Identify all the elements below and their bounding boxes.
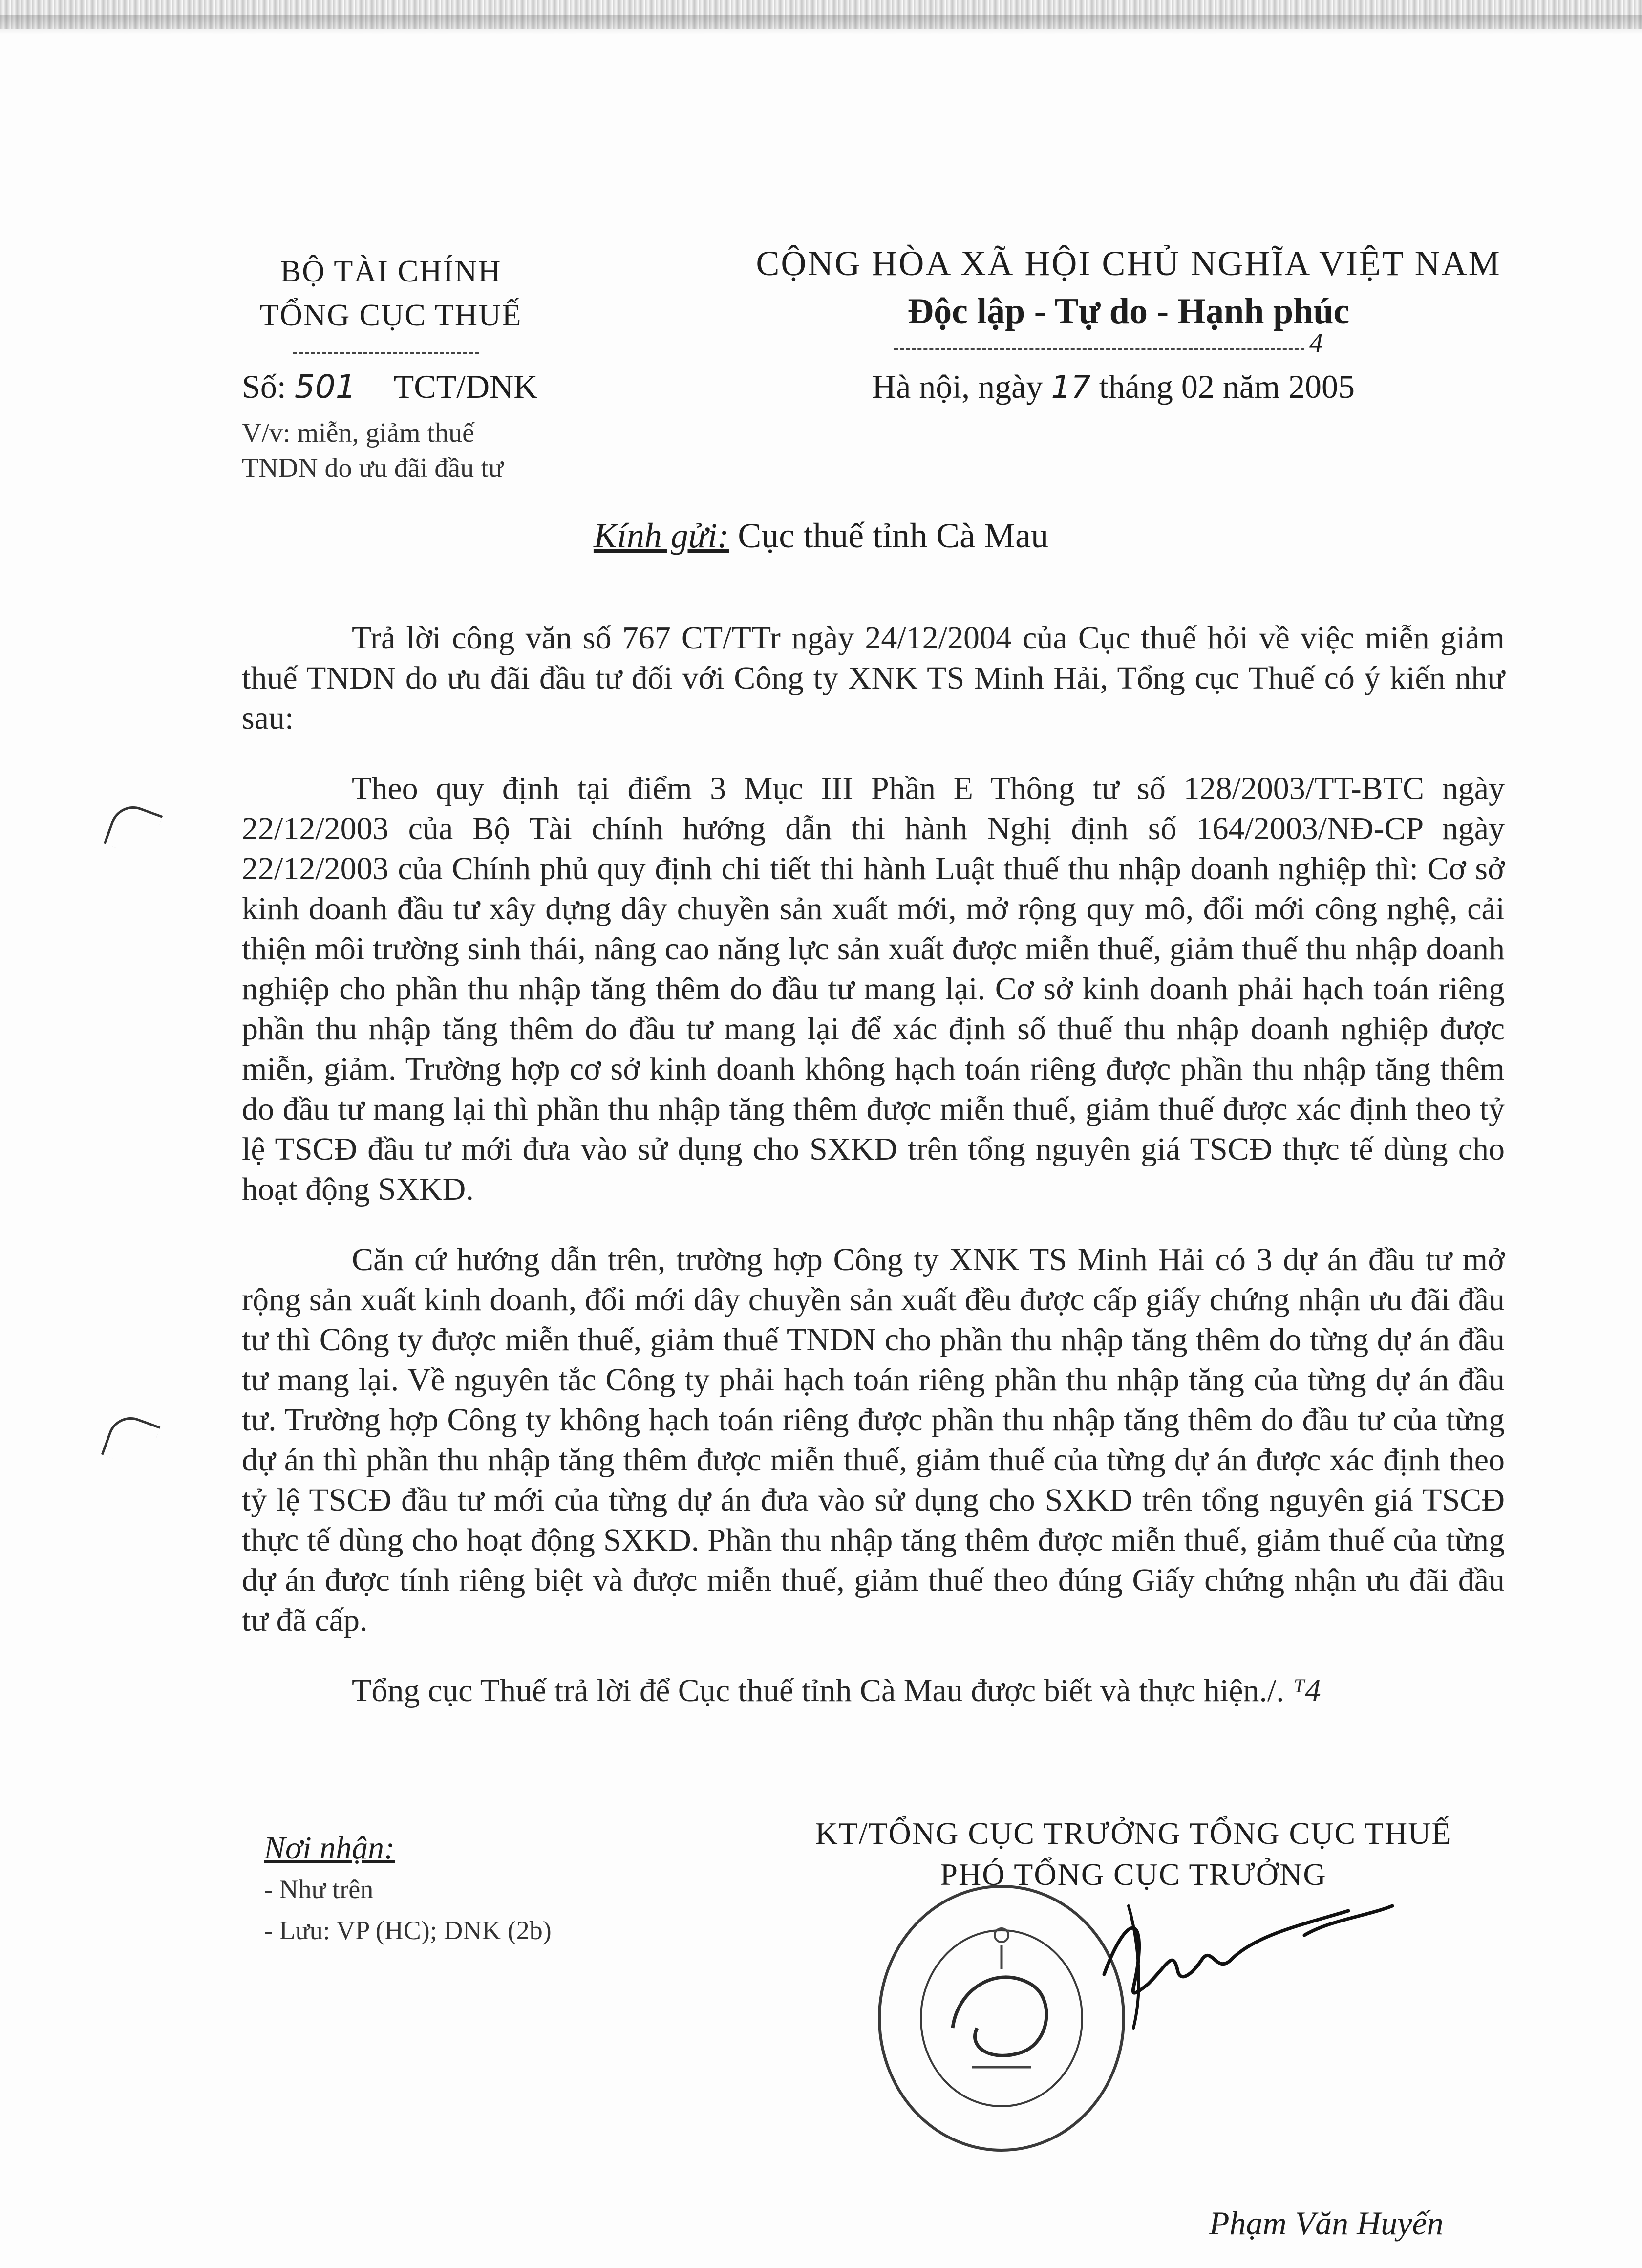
recipient-line — [0, 516, 1642, 556]
signer-name: Phạm Văn Huyến — [1209, 2204, 1444, 2242]
subject-line: V/v: miễn, giảm thuế — [242, 418, 474, 448]
signer-position: PHÓ TỔNG CỤC TRƯỞNG — [940, 1857, 1327, 1892]
recipients-item: - Lưu: VP (HC); DNK (2b) — [264, 1916, 552, 1945]
header-divider-right — [894, 348, 1304, 350]
recipient-name: Cục thuế tỉnh Cà Mau — [738, 516, 1049, 555]
official-seal-icon — [874, 1881, 1129, 2155]
body-paragraph: Trả lời công văn số 767 CT/TTr ngày 24/12/2004 của Cục thuế hỏi về việc miễn giảm thuế TNDN do ưu đãi đầu tư đối với Công ty XNK TS Minh Hải, Tổng cục Thuế có ý kiến như sau: — [242, 620, 1505, 736]
punch-hole-mark — [104, 800, 163, 860]
number-handwritten: 501 — [294, 368, 356, 406]
body-paragraph: Theo quy định tại điểm 3 Mục III Phần E Thông tư số 128/2003/TT-BTC ngày 22/12/2003 của Bộ Tài chính hướng dẫn thi hành Nghị định số 164/2003/NĐ-CP ngày 22/12/2003 của Chính phủ quy định chi tiết thi hành Luật thuế thu nhập doanh nghiệp thì: Cơ sở kinh doanh đầu tư xây dựng dây chuyền sản xuất mới, mở rộng quy mô, đổi mới công nghệ, cải thiện môi trường sinh thái, nâng cao năng lực sản xuất được miễn thuế, giảm thuế thu nhập doanh nghiệp cho phần thu nhập tăng thêm do đầu tư mang lại. Cơ sở kinh doanh phải hạch toán riêng phần thu nhập tăng thêm do đầu tư mang lại để xác định số thuế thu nhập doanh nghiệp được miễn, giảm. Trường hợp cơ sở kinh doanh không hạch toán riêng được phần thu nhập tăng thêm do đầu tư mang lại thì phần thu nhập tăng thêm được miễn thuế, giảm thuế được xác định theo tỷ lệ TSCĐ đầu tư mới đưa vào sử dụng cho SXKD trên tổng nguyên giá TSCĐ thực tế dùng cho hoạt động SXKD. — [242, 771, 1505, 1207]
national-motto: Độc lập - Tự do - Hạnh phúc — [907, 291, 1350, 331]
signature-block — [752, 1813, 1514, 1895]
date-prefix: Hà nội, ngày — [872, 368, 1043, 405]
nation-name: CỘNG HÒA XÃ HỘI CHỦ NGHĨA VIỆT NAM — [756, 244, 1501, 283]
date-day-handwritten: 17 — [1051, 369, 1091, 406]
number-code: TCT/DNK — [393, 368, 538, 405]
handwritten-signature-icon — [1094, 1891, 1407, 2038]
document-subject — [242, 415, 503, 486]
body-paragraph: Căn cứ hướng dẫn trên, trường hợp Công ty XNK TS Minh Hải có 3 dự án đầu tư mở rộng sản xuất kinh doanh, đổi mới dây chuyền sản xuất đều được cấp giấy chứng nhận ưu đãi đầu tư thì Công ty được miễn thuế, giảm thuế TNDN cho phần thu nhập tăng thêm do từng dự án đầu tư mang lại. Về nguyên tắc Công ty phải hạch toán riêng phần thu nhập tăng của từng dự án đầu tư. Trường hợp Công ty không hạch toán riêng được phần thu nhập tăng thêm do đầu tư của từng dự án thì phần thu nhập tăng thêm được miễn thuế, giảm thuế của từng dự án được xác định theo tỷ lệ TSCĐ đầu tư mới của từng dự án đưa vào sử dụng cho SXKD trên tổng nguyên giá TSCĐ thực tế dùng cho hoạt động SXKD. Phần thu nhập tăng thêm được miễn thuế, giảm thuế của từng dự án được tính riêng biệt và được miễn thuế, giảm thuế theo đúng Giấy chứng nhận ưu đãi đầu tư đã cấp. — [242, 1242, 1505, 1638]
closing-sentence: Tổng cục Thuế trả lời để Cục thuế tỉnh Cà Mau được biết và thực hiện./. — [352, 1673, 1284, 1708]
department-name: TỔNG CỤC THUẾ — [259, 298, 522, 332]
recipients-item: - Như trên — [264, 1875, 374, 1904]
signer-title: KT/TỔNG CỤC TRƯỞNG TỔNG CỤC THUẾ — [815, 1816, 1452, 1851]
divider-handwritten-mark: 4 — [1309, 328, 1323, 358]
number-prefix: Số: — [242, 368, 286, 405]
body-paragraph — [242, 1671, 1505, 1711]
issuer-header — [235, 249, 547, 337]
punch-hole-mark — [101, 1411, 161, 1470]
header-divider-left — [293, 352, 479, 354]
letter-body — [242, 618, 1505, 1741]
ministry-name: BỘ TÀI CHÍNH — [280, 254, 502, 288]
date-rest: tháng 02 năm 2005 — [1099, 368, 1355, 405]
recipients-list — [264, 1828, 552, 1951]
national-header — [752, 239, 1505, 335]
recipient-label: Kính gửi: — [593, 516, 729, 555]
document-date — [872, 367, 1355, 406]
recipients-label: Nơi nhận: — [264, 1830, 395, 1866]
document-number — [242, 367, 537, 406]
scan-edge-shadow — [0, 15, 1642, 34]
subject-line: TNDN do ưu đãi đầu tư — [242, 453, 504, 483]
closing-handwritten-mark: ᵀ4 — [1292, 1673, 1321, 1708]
